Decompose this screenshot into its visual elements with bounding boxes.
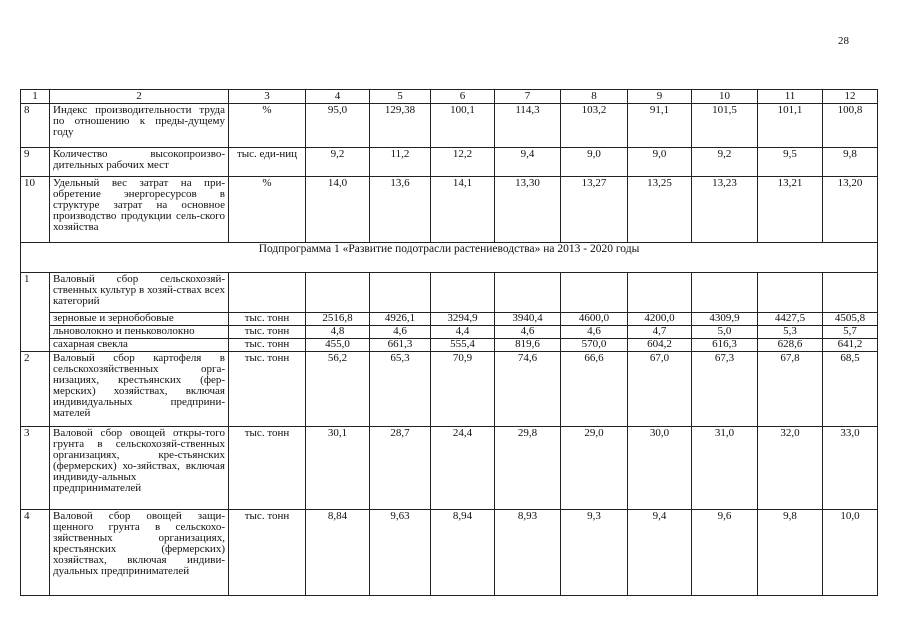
- value-cell: 11,2: [370, 148, 431, 177]
- value-cell: 29,0: [561, 427, 628, 510]
- value-cell: 9,5: [758, 148, 823, 177]
- section-title: Подпрограмма 1 «Развитие подотрасли растениеводства» на 2013 - 2020 годы: [21, 243, 878, 273]
- value-cell: 455,0: [306, 339, 370, 352]
- unit-cell: тыс. еди-ниц: [229, 148, 306, 177]
- row-number: 8: [21, 104, 50, 148]
- value-cell: 95,0: [306, 104, 370, 148]
- value-cell: 9,4: [495, 148, 561, 177]
- unit-cell: тыс. тонн: [229, 326, 306, 339]
- unit-cell: тыс. тонн: [229, 352, 306, 427]
- value-cell: 67,3: [692, 352, 758, 427]
- value-cell: [431, 273, 495, 313]
- unit-cell: %: [229, 104, 306, 148]
- value-cell: 4,6: [561, 326, 628, 339]
- value-cell: [561, 273, 628, 313]
- value-cell: 8,93: [495, 510, 561, 596]
- value-cell: [495, 273, 561, 313]
- value-cell: 10,0: [823, 510, 878, 596]
- value-cell: 12,2: [431, 148, 495, 177]
- value-cell: 101,5: [692, 104, 758, 148]
- value-cell: 570,0: [561, 339, 628, 352]
- value-cell: 14,1: [431, 177, 495, 243]
- value-cell: 13,30: [495, 177, 561, 243]
- value-cell: 5,7: [823, 326, 878, 339]
- value-cell: 4,7: [628, 326, 692, 339]
- value-cell: 9,8: [823, 148, 878, 177]
- value-cell: 661,3: [370, 339, 431, 352]
- table-row: [21, 510, 878, 596]
- value-cell: 4200,0: [628, 313, 692, 326]
- table-row: [21, 177, 878, 243]
- table-row: [21, 339, 878, 352]
- value-cell: 819,6: [495, 339, 561, 352]
- value-cell: 641,2: [823, 339, 878, 352]
- value-cell: [692, 273, 758, 313]
- value-cell: 3294,9: [431, 313, 495, 326]
- value-cell: 13,27: [561, 177, 628, 243]
- row-number: 10: [21, 177, 50, 243]
- value-cell: 129,38: [370, 104, 431, 148]
- value-cell: 9,63: [370, 510, 431, 596]
- indicators-table: [20, 89, 878, 596]
- header-cell: 8: [561, 90, 628, 104]
- value-cell: 114,3: [495, 104, 561, 148]
- row-number: 2: [21, 352, 50, 427]
- value-cell: 9,8: [758, 510, 823, 596]
- table-row: [21, 326, 878, 339]
- value-cell: 628,6: [758, 339, 823, 352]
- value-cell: 4505,8: [823, 313, 878, 326]
- value-cell: 68,5: [823, 352, 878, 427]
- value-cell: 616,3: [692, 339, 758, 352]
- indicator-name: сахарная свекла: [50, 339, 229, 352]
- unit-cell: тыс. тонн: [229, 339, 306, 352]
- value-cell: 66,6: [561, 352, 628, 427]
- header-cell: 6: [431, 90, 495, 104]
- header-cell: 4: [306, 90, 370, 104]
- row-number: 9: [21, 148, 50, 177]
- indicator-name: зерновые и зернобобовые: [50, 313, 229, 326]
- value-cell: 74,6: [495, 352, 561, 427]
- value-cell: 9,2: [692, 148, 758, 177]
- unit-cell: тыс. тонн: [229, 427, 306, 510]
- page-number: 28: [838, 35, 849, 47]
- header-row: [21, 90, 878, 104]
- value-cell: 13,6: [370, 177, 431, 243]
- header-cell: 2: [50, 90, 229, 104]
- value-cell: 70,9: [431, 352, 495, 427]
- value-cell: 33,0: [823, 427, 878, 510]
- value-cell: 13,23: [692, 177, 758, 243]
- unit-cell: тыс. тонн: [229, 313, 306, 326]
- value-cell: 5,3: [758, 326, 823, 339]
- value-cell: 13,25: [628, 177, 692, 243]
- header-cell: 3: [229, 90, 306, 104]
- table-row: [21, 273, 878, 313]
- value-cell: 5,0: [692, 326, 758, 339]
- value-cell: 103,2: [561, 104, 628, 148]
- value-cell: 4600,0: [561, 313, 628, 326]
- indicator-name: Удельный вес затрат на при-обретение энергоресурсов в структуре затрат на основное производство продукции сель-ского хозяйства: [50, 177, 229, 243]
- value-cell: 28,7: [370, 427, 431, 510]
- value-cell: 9,0: [628, 148, 692, 177]
- indicator-name: Валовой сбор овощей защи-щенного грунта в сельскохо-зяйственных организациях, крестьянских (фермерских) хозяйствах, включая индиви-дуальных предпринимателей: [50, 510, 229, 596]
- value-cell: 9,2: [306, 148, 370, 177]
- header-cell: 9: [628, 90, 692, 104]
- value-cell: 2516,8: [306, 313, 370, 326]
- row-number: [21, 326, 50, 339]
- header-cell: 10: [692, 90, 758, 104]
- indicator-name: Валовой сбор овощей откры-того грунта в сельскохозяй-ственных организациях, кре-стьянских (фермерских) хо-зяйствах, включая индивиду-альных предпринимателей: [50, 427, 229, 510]
- value-cell: 9,6: [692, 510, 758, 596]
- value-cell: 67,8: [758, 352, 823, 427]
- value-cell: 56,2: [306, 352, 370, 427]
- value-cell: 32,0: [758, 427, 823, 510]
- indicator-name: Количество высокопроизво-дительных рабочих мест: [50, 148, 229, 177]
- value-cell: 3940,4: [495, 313, 561, 326]
- value-cell: [370, 273, 431, 313]
- row-number: [21, 339, 50, 352]
- indicator-name: льноволокно и пеньковолокно: [50, 326, 229, 339]
- value-cell: 13,20: [823, 177, 878, 243]
- unit-cell: [229, 273, 306, 313]
- header-cell: 7: [495, 90, 561, 104]
- value-cell: 604,2: [628, 339, 692, 352]
- value-cell: [306, 273, 370, 313]
- value-cell: 9,4: [628, 510, 692, 596]
- value-cell: 4,8: [306, 326, 370, 339]
- value-cell: [758, 273, 823, 313]
- value-cell: 4427,5: [758, 313, 823, 326]
- value-cell: 555,4: [431, 339, 495, 352]
- value-cell: 67,0: [628, 352, 692, 427]
- value-cell: 100,1: [431, 104, 495, 148]
- row-number: [21, 313, 50, 326]
- table-row: [21, 427, 878, 510]
- value-cell: 4926,1: [370, 313, 431, 326]
- value-cell: 101,1: [758, 104, 823, 148]
- value-cell: 4309,9: [692, 313, 758, 326]
- value-cell: 91,1: [628, 104, 692, 148]
- value-cell: 100,8: [823, 104, 878, 148]
- indicator-name: Индекс производительности труда по отношению к преды-дущему году: [50, 104, 229, 148]
- value-cell: 31,0: [692, 427, 758, 510]
- value-cell: 65,3: [370, 352, 431, 427]
- value-cell: [823, 273, 878, 313]
- table-row: [21, 104, 878, 148]
- table-row: [21, 148, 878, 177]
- value-cell: 14,0: [306, 177, 370, 243]
- row-number: 1: [21, 273, 50, 313]
- value-cell: 24,4: [431, 427, 495, 510]
- unit-cell: %: [229, 177, 306, 243]
- header-cell: 11: [758, 90, 823, 104]
- header-cell: 12: [823, 90, 878, 104]
- value-cell: [628, 273, 692, 313]
- value-cell: 30,0: [628, 427, 692, 510]
- table-row: [21, 313, 878, 326]
- value-cell: 9,3: [561, 510, 628, 596]
- header-cell: 1: [21, 90, 50, 104]
- value-cell: 13,21: [758, 177, 823, 243]
- indicator-name: Валовый сбор картофеля в сельскохозяйственных орга-низациях, крестьянских (фер-мерских) хозяйствах, включая индивидуальных предприни-мателей: [50, 352, 229, 427]
- row-number: 4: [21, 510, 50, 596]
- row-number: 3: [21, 427, 50, 510]
- value-cell: 29,8: [495, 427, 561, 510]
- unit-cell: тыс. тонн: [229, 510, 306, 596]
- header-cell: 5: [370, 90, 431, 104]
- value-cell: 8,84: [306, 510, 370, 596]
- value-cell: 4,6: [370, 326, 431, 339]
- value-cell: 8,94: [431, 510, 495, 596]
- indicator-name: Валовый сбор сельскохозяй-ственных культур в хозяй-ствах всех категорий: [50, 273, 229, 313]
- value-cell: 4,4: [431, 326, 495, 339]
- value-cell: 4,6: [495, 326, 561, 339]
- value-cell: 9,0: [561, 148, 628, 177]
- section-row: [21, 243, 878, 273]
- value-cell: 30,1: [306, 427, 370, 510]
- table-row: [21, 352, 878, 427]
